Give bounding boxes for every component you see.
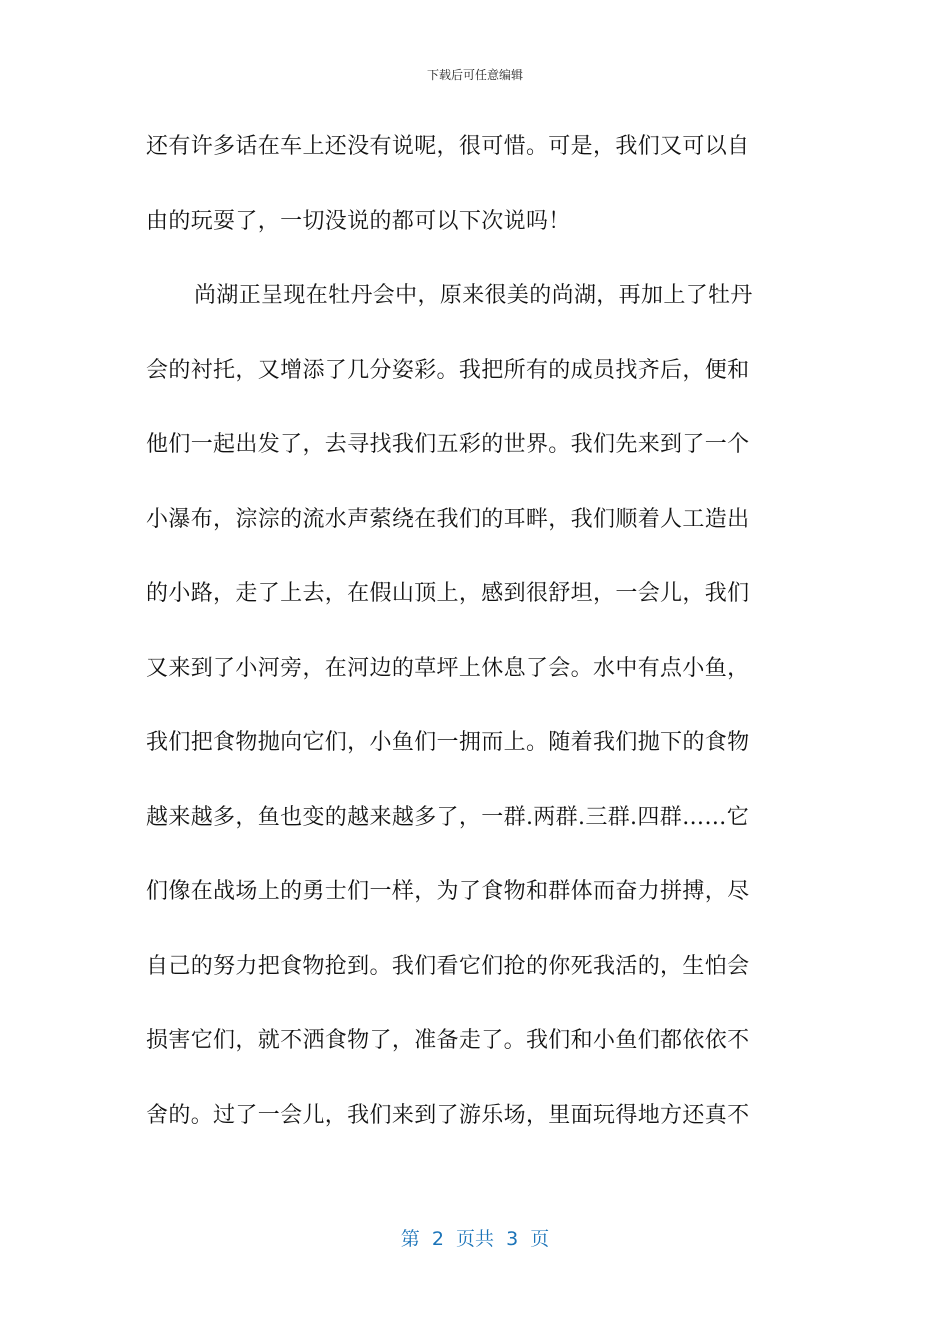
page-number-footer: 第 2 页共 3 页 xyxy=(400,1228,550,1250)
text-line: 损害它们，就不洒食物了，准备走了。我们和小鱼们都依依不 xyxy=(146,1028,750,1053)
text-line: 们像在战场上的勇士们一样，为了食物和群体而奋力拼搏，尽 xyxy=(146,879,750,904)
text-line: 由的玩耍了，一切没说的都可以下次说吗！ xyxy=(146,208,571,234)
text-line: 还有许多话在车上还没有说呢，很可惜。可是，我们又可以自 xyxy=(146,134,750,159)
text-line: 小瀑布，淙淙的流水声萦绕在我们的耳畔，我们顺着人工造出 xyxy=(146,506,750,532)
page-header: 下载后可任意编辑 xyxy=(426,68,523,82)
text-line: 舍的。过了一会儿，我们来到了游乐场，里面玩得地方还真不 xyxy=(146,1102,750,1128)
text-line: 我们把食物抛向它们，小鱼们一拥而上。随着我们抛下的食物 xyxy=(146,730,750,755)
text-line: 的小路，走了上去，在假山顶上，感到很舒坦，一会儿，我们 xyxy=(146,581,750,606)
text-line: 他们一起出发了，去寻找我们五彩的世界。我们先来到了一个 xyxy=(146,432,750,457)
text-line: 会的衬托，又增添了几分姿彩。我把所有的成员找齐后，便和 xyxy=(146,357,750,383)
text-line: 自己的努力把食物抢到。我们看它们抢的你死我活的，生怕会 xyxy=(146,953,750,979)
paragraph-start-line: 尚湖正呈现在牡丹会中，原来很美的尚湖，再加上了牡丹 xyxy=(194,283,753,308)
text-line: 越来越多，鱼也变的越来越多了，一群.两群.三群.四群……它 xyxy=(146,804,750,830)
body-text xyxy=(146,122,806,1165)
text-line: 又来到了小河旁，在河边的草坪上休息了会。水中有点小鱼， xyxy=(146,655,750,681)
